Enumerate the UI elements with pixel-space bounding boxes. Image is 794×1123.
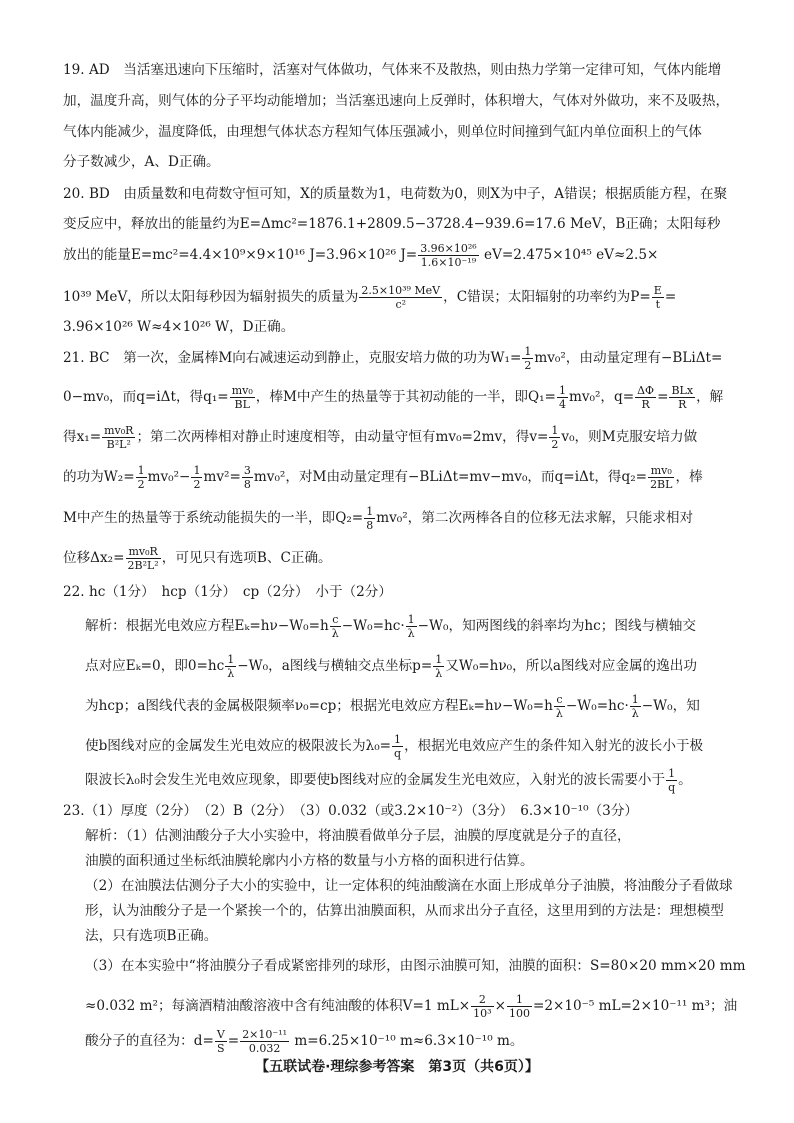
fraction: $\frac{1}{\lambda}$ <box>435 653 443 680</box>
fraction: $\frac{\text{3.96×10²⁶}}{\text{1.6×10⁻¹⁹}}$ <box>420 242 477 269</box>
text-line: 放出的能量E=mc²=4.4×10⁹×9×10¹⁶ J=3.96×10²⁶ J= $\frac{\text{3.96×10²⁶}}{\text{1.6×10⁻¹⁹}}$ eV=2.475×10⁴⁵ eV≈2.5× <box>63 242 659 269</box>
fraction: $\frac{2}{\text{10³}}$ <box>473 993 492 1020</box>
fraction: $\frac{\text{mv₀R}}{\text{B²L²}}$ <box>104 424 134 451</box>
fraction: $\frac{1}{2}$ <box>551 424 559 451</box>
text-line: （2）在油膜法估测分子大小的实验中，让一定体积的纯油酸滴在水面上形成单分子油膜，将油酸分子看做球 <box>85 878 733 894</box>
text-line: 解析：（1）估测油酸分子大小实验中，将油膜看做单分子层，油膜的厚度就是分子的直径， <box>85 828 631 844</box>
fraction: $\frac{1}{100}$ <box>508 993 530 1020</box>
fraction: $\frac{c}{\lambda}$ <box>331 613 339 640</box>
text-line: 10³⁹ MeV，所以太阳每秒因为辐射损失的质量为 2.5×10³⁹ MeV c² ，C错误；太阳辐射的功率约为P= $\frac{E}{t}$ = <box>63 284 677 311</box>
fraction: $\frac{1}{8}$ <box>366 505 374 532</box>
fraction: $\frac{3}{8}$ <box>243 464 251 491</box>
text-line: 23.（1）厚度（2分） （2）B（2分） （3）0.032（或3.2×10⁻²）（3分） 6.3×10⁻¹⁰（3分） <box>63 803 639 819</box>
text-line: 位移Δx₂= $\frac{\text{mv₀R}}{\text{2B²L²}}$ ，可见只有选项B、C正确。 <box>63 545 332 572</box>
fraction: $\frac{\text{mv₀}}{BL}$ <box>231 384 253 411</box>
text-line: 19. AD 当活塞迅速向下压缩时，活塞对气体做功，气体来不及散热，则由热力学第一定律可知，气体内能增 <box>63 62 722 78</box>
text-line: 限波长λ₀时会发生光电效应现象，即要使b图线对应的金属发生光电效应，入射光的波长需要小于 $\frac{1}{q}$ 。 <box>85 767 692 794</box>
fraction: $\frac{E}{t}$ <box>653 284 662 311</box>
fraction: $\frac{\Delta\Phi}{R}$ <box>637 384 655 411</box>
fraction: $\frac{1}{4}$ <box>558 384 566 411</box>
fraction: $\frac{1}{q}$ <box>668 767 676 794</box>
text-line: 0−mv₀，而q=iΔt，得q₁= $\frac{\text{mv₀}}{BL}$ ，棒M中产生的热量等于其初动能的一半，即Q₁= $\frac{1}{4}$ mv₀²，q= $\frac{\Delta\Phi}{R}$ = BLx R ，解 <box>63 384 724 411</box>
fraction: 2.5×10³⁹ MeV c² <box>361 284 441 311</box>
text-line: 形，认为油酸分子是一个紧挨一个的，估算出油膜面积，从而求出分子直径，这里用到的方法是：理想模型 <box>85 903 724 919</box>
text-line: 酸分子的直径为：d= $\frac{V}{S}$ = $\frac{\text{2×10⁻¹¹}}{0.032}$ m=6.25×10⁻¹⁰ m≈6.3×10⁻¹⁰ m。 <box>85 1028 524 1055</box>
text-line: 为hcp；a图线代表的金属极限频率ν₀=cp；根据光电效应方程Eₖ=hν−W₀=h $\frac{c}{\lambda}$ −W₀=hc· $\frac{1}{\lambda}$ −W₀，知 <box>85 693 700 720</box>
text-line: 3.96×10²⁶ W≈4×10²⁶ W，D正确。 <box>63 319 295 335</box>
fraction: $\frac{1}{q}$ <box>394 733 402 760</box>
text-line: 解析：根据光电效应方程Eₖ=hν−W₀=h $\frac{c}{\lambda}$ −W₀=hc· $\frac{1}{\lambda}$ −W₀，知两图线的斜率均为hc；图线与横轴交 <box>85 613 696 640</box>
fraction: $\frac{V}{S}$ <box>216 1028 225 1055</box>
text-line: 点对应Eₖ=0，即0=hc $\frac{1}{\lambda}$ −W₀，a图线与横轴交点坐标p= $\frac{1}{\lambda}$ 又W₀=hν₀，所以a图线对应金属的逸出功 <box>85 653 697 680</box>
text-line: 得x₁= $\frac{\text{mv₀R}}{\text{B²L²}}$ ；第二次两棒相对静止时速度相等，由动量守恒有mv₀=2mv，得v= $\frac{1}{2}$ v₀，则M克服安培力做 <box>63 424 698 451</box>
text-line: M中产生的热量等于系统动能损失的一半，即Q₂= $\frac{1}{8}$ mv₀²，第二次两棒各自的位移无法求解，只能求相对 <box>63 505 694 532</box>
text-line: 使b图线对应的金属发生光电效应的极限波长为λ₀= $\frac{1}{q}$ ，根据光电效应产生的条件知入射光的波长小于极 <box>85 733 704 760</box>
text-line: ≈0.032 m²；每滴酒精油酸溶液中含有纯油酸的体积V=1 mL× $\frac{2}{\text{10³}}$ × $\frac{1}{100}$ =2×10⁻⁵ mL=2×10⁻¹¹ m³；油 <box>85 993 738 1020</box>
text-line: 22. hc（1分） hcp（1分） cp（2分） 小于（2分） <box>63 584 392 600</box>
text-line: 分子数减少，A、D正确。 <box>63 154 220 170</box>
fraction: $\frac{1}{\lambda}$ <box>407 613 415 640</box>
text-line: 的功为W₂= $\frac{1}{2}$ mv₀²− $\frac{1}{2}$ mv²= $\frac{3}{8}$ mv₀²，对M由动量定理有−BLiΔt=mv−mv₀，而q=iΔt，得q₂= $\frac{\text{mv₀}}{2BL}$ ，棒 <box>63 464 703 491</box>
text-line: 法，只有选项B正确。 <box>85 928 218 944</box>
fraction: $\frac{1}{\lambda}$ <box>227 653 235 680</box>
fraction: $\frac{\text{mv₀}}{2BL}$ <box>650 464 673 491</box>
fraction: $\frac{1}{2}$ <box>524 345 532 372</box>
text-line: 20. BD 由质量数和电荷数守恒可知，X的质量数为1，电荷数为0，则X为中子，A错误；根据质能方程，在聚 <box>63 186 728 202</box>
text-line: 21. BC 第一次，金属棒M向右减速运动到静止，克服安培力做的功为W₁= $\frac{1}{2}$ mv₀²，由动量定理有−BLiΔt= <box>63 345 723 372</box>
fraction: $\frac{1}{2}$ <box>193 464 201 491</box>
text-line: 变反应中，释放出的能量约为E=Δmc²=1876.1+2809.5−3728.4−939.6=17.6 MeV，B正确；太阳每秒 <box>63 216 721 232</box>
fraction: $\frac{\text{mv₀R}}{\text{2B²L²}}$ <box>127 545 159 572</box>
fraction: $\frac{\text{2×10⁻¹¹}}{0.032}$ <box>242 1028 288 1055</box>
fraction: $\frac{1}{\lambda}$ <box>631 693 639 720</box>
text-line: （3）在本实验中“将油膜分子看成紧密排列的球形，由图示油膜可知，油膜的面积：S=80×20 mm×20 mm <box>85 958 746 974</box>
fraction: $\frac{1}{2}$ <box>137 464 145 491</box>
fraction: BLx R <box>671 384 694 411</box>
fraction: $\frac{c}{\lambda}$ <box>555 693 563 720</box>
page-footer: 【五联试卷·理综参考答案 第3页（共6页）】 <box>255 1059 539 1075</box>
text-line: 油膜的面积通过坐标纸油膜轮廓内小方格的数量与小方格的面积进行估算。 <box>85 853 534 869</box>
text-line: 气体内能减少，温度降低，由理想气体状态方程知气体压强减小，则单位时间撞到气缸内单位面积上的气体 <box>63 124 702 140</box>
text-line: 加，温度升高，则气体的分子平均动能增加；当活塞迅速向上反弹时，体积增大，气体对外做功，来不及吸热， <box>63 93 730 109</box>
